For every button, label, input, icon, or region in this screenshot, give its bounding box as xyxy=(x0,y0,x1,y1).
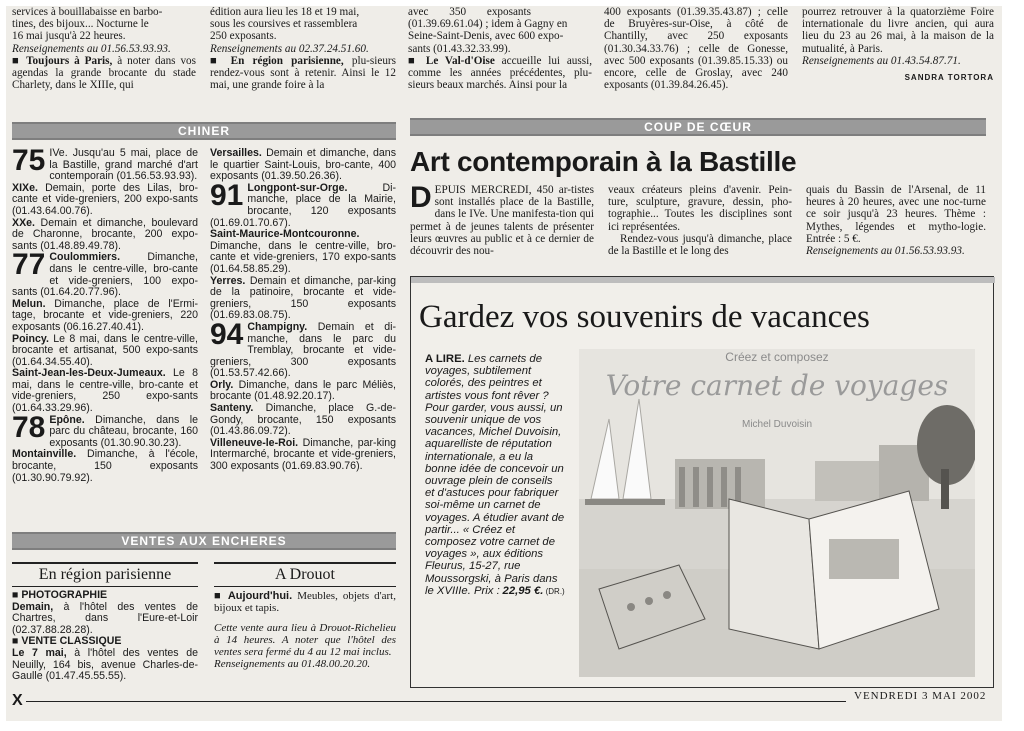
listing-entry xyxy=(12,449,198,484)
article-title: Art contemporain à la Bastille xyxy=(410,146,797,177)
article-col-3 xyxy=(806,184,986,257)
issue-date: VENDREDI 3 MAI 2002 xyxy=(854,690,987,702)
book-cover-illustration xyxy=(579,349,975,677)
divider xyxy=(12,586,198,587)
classique-text: à l'hôtel des ventes de Neuilly, 164 bis, avenue Charles-de-Gaulle (01.47.45.55.55). xyxy=(12,646,198,683)
listing-text: Dimanche, place de l'Ermi-tage, brocante et vide-greniers, 220 exposants (06.16.27.40.41). xyxy=(12,297,198,333)
top-col-2 xyxy=(210,6,396,91)
souvenirs-box xyxy=(410,276,994,688)
top-col3-line: (01.39.69.61.04) ; idem à Gagny en xyxy=(408,18,568,31)
encheres-right-body xyxy=(214,590,396,670)
toujours-title: Toujours à Paris, xyxy=(26,54,113,67)
listing-place: XXe. xyxy=(12,216,35,229)
top-col3-line: sants (01.43.32.33.99). xyxy=(408,42,511,55)
listing-text: Dimanche, dans le parc du château, brocante, 160 exposants (01.30.90.30.23). xyxy=(49,413,198,449)
aujourdhui-lead: Aujourd'hui. xyxy=(227,590,293,602)
top-col1-line: services à bouillabaisse en barbo- xyxy=(12,6,163,18)
photo-text: à l'hôtel des ventes de Chartres, dans l'Eure-et-Loir (02.37.88.28.28). xyxy=(12,600,198,636)
top-col2-line: 250 exposants. xyxy=(210,30,277,43)
toujours-text: à noter dans vos agendas la grande brocante du stade Charlety, dans le XIIIe, qui xyxy=(12,54,196,92)
top-col-5 xyxy=(802,6,994,84)
listing-text: Demain et dimanche, par-king de la patinoire, brocante et vide-greniers, 150 exposants (01.69.83.08.75). xyxy=(210,274,396,322)
valdoise-title: Le Val-d'Oise xyxy=(425,54,495,67)
author-signature: SANDRA TORTORA xyxy=(904,73,994,83)
top-col5-renseignements: Renseignements au 01.43.54.87.71. xyxy=(802,54,961,67)
chiner-right-column xyxy=(210,148,396,473)
book-author-text: Michel Duvoisin xyxy=(741,419,813,430)
listing-place: Villeneuve-le-Roi. xyxy=(210,436,299,449)
listing-text: Dimanche, dans le parc Méliès, brocante (01.48.92.20.17). xyxy=(210,378,396,403)
book-cover-image xyxy=(579,349,975,677)
article-col-2 xyxy=(608,184,792,257)
department-number: 75 xyxy=(12,144,46,177)
square-bullet-icon: ■ xyxy=(214,590,228,602)
listing-entry xyxy=(12,299,198,334)
article-col2-text: veaux créateurs pleins d'avenir. Pein-ture, sculpture, gravure, dessin, pho-tographie... Toutes les disciplines sont ici représentées. xyxy=(608,184,792,233)
department-number: 94 xyxy=(210,317,244,351)
listing-entry xyxy=(12,368,198,414)
region-title: En région parisienne, xyxy=(230,54,344,67)
top-col2-renseignements: Renseignements au 02.37.24.51.60. xyxy=(210,42,369,55)
price: 22,95 €. xyxy=(502,584,544,597)
article-col2b-text: Rendez-vous jusqu'à dimanche, place de la Bastille et le long des xyxy=(608,232,792,258)
top-col-4: 400 exposants (01.39.35.43.87) ; celle de Bruyères-sur-Oise, à côté de Chantilly, avec 250 exposants (01.30.34.33.76) ; celle de Gonesse, avec 500 exposants (01.39.85.15.33) ou encore, celle de Groslay, avec 240 exposants (01.39.84.26.45). xyxy=(604,6,788,92)
top-col2-line: édition aura lieu les 18 et 19 mai, xyxy=(210,6,360,18)
listing-entry xyxy=(210,403,396,438)
book-title-text: Votre carnet de voyages xyxy=(605,369,949,402)
box-top-bar xyxy=(411,277,995,283)
drouot-renseignements: Renseignements au 01.48.00.20.20. xyxy=(214,658,371,670)
top-col3-line: avec 350 exposants xyxy=(408,6,531,18)
listing-entry xyxy=(210,229,396,275)
listing-entry xyxy=(12,218,198,253)
region-text: plu-sieurs rendez-vous sont à retenir. Ainsi le 12 mai, une grande foire à la xyxy=(210,54,396,92)
listing-place: Poincy. xyxy=(12,332,49,345)
listing-place: Longpont-sur-Orge. xyxy=(247,181,348,194)
souvenirs-text-column xyxy=(425,353,565,598)
listing-place: Montainville. xyxy=(12,448,77,461)
department-number: 78 xyxy=(12,410,46,444)
listing-place: Santeny. xyxy=(210,402,254,415)
square-bullet-icon: ■ xyxy=(12,635,22,648)
square-bullet-icon: ■ xyxy=(210,54,231,67)
listing-place: XIXe. xyxy=(12,181,38,194)
drop-cap: D xyxy=(410,181,432,214)
book-top-text: Créez et composez xyxy=(725,350,829,364)
square-bullet-icon: ■ xyxy=(12,589,22,601)
department-number: 77 xyxy=(12,248,46,282)
article-col1-text: EPUIS MERCREDI, 450 ar-tistes sont installés place de la Bastille, dans le IVe. Une manifesta-tion qui permet à de jeunes talents de présenter leurs œuvres au public et à ce dernier de découvrir des nou- xyxy=(410,184,594,258)
listing-text: Demain et dimanche, dans le quartier Saint-Louis, bro-cante, 400 exposants (01.39.50.26.36). xyxy=(210,147,396,183)
listing-place: Saint-Maurice-Montcouronne. xyxy=(210,228,360,241)
article-col3-text: quais du Bassin de l'Arsenal, de 11 heures à 20 heures, avec une noc-turne ce soir jusqu'à 23 heures. Thème : Mythes, légendes et mytho-logie. Entrée : 5 €. xyxy=(806,184,986,245)
top-col1-line: 16 mai jusqu'à 22 heures. xyxy=(12,30,126,43)
top-col-1 xyxy=(12,6,196,91)
square-bullet-icon: ■ xyxy=(408,54,426,67)
listing-entry xyxy=(210,148,396,183)
a-lire-label: A LIRE. xyxy=(425,353,465,365)
top-col2-line: sous les coursives et rassemblera xyxy=(210,18,358,31)
listing-text: Le 8 mai, dans le centre-ville, bro-cante et vide-greniers, 250 expo-sants (01.64.33.29.96). xyxy=(12,367,198,415)
top-col5-text: pourrez retrouver à la quatorzième Foire internationale du livre ancien, qui aura lieu du 23 au 26 mai, à la maison de la mutualité, à Paris. xyxy=(802,6,994,55)
department-number: 91 xyxy=(210,178,244,212)
listing-entry xyxy=(210,380,396,403)
divider xyxy=(214,586,396,587)
section-band-chiner: CHINER xyxy=(12,122,396,140)
souvenirs-text: Les carnets de voyages, subtilement colorés, des peintres et artistes vous font rêver ? Pour garder, vous aussi, un souvenir unique de vos vacances, Michel Duvoisin, aquarelliste de réputation internationale, a eu la bonne idée de concevoir un ouvrage plein de conseils et d'astuces pour fabriquer soi-même un carnet de voyages. A étudier avant de partir... « Créez et composez votre carnet de voyages », aux éditions Fleurus, 15-27, rue Moussorgski, à Paris dans le XVIIIe. Prix : xyxy=(425,353,565,597)
listing-place: Epône. xyxy=(49,413,85,426)
square-bullet-icon: ■ xyxy=(12,54,27,67)
page-mark: X xyxy=(12,692,23,709)
aujourdhui-text: Meubles, objets d'art, bijoux et tapis. xyxy=(214,590,396,614)
article-col-1 xyxy=(410,181,594,258)
listing-text: Dimanche, par-king Intermarché, brocante et vide-greniers, 300 exposants (01.69.83.90.76). xyxy=(210,436,396,473)
listing-text: Dimanche, place G.-de-Gondy, brocante, 150 exposants (01.43.86.09.72). xyxy=(210,402,396,438)
classique-lead: Le 7 mai, xyxy=(12,646,67,659)
divider xyxy=(214,562,396,564)
listing-place: Yerres. xyxy=(210,274,246,287)
photo-lead: Demain, xyxy=(12,600,54,613)
divider xyxy=(12,562,198,564)
valdoise-text: accueille lui aussi, comme les années précédentes, plu-sieurs beaux marchés. Ainsi pour la xyxy=(408,54,592,92)
listing-text: Dimanche, dans le centre-ville, bro-cante et vide-greniers, 100 expo-sants (01.64.20.77.96). xyxy=(12,251,198,299)
section-band-coup-de-coeur: COUP DE CŒUR xyxy=(410,118,986,136)
listing-entry xyxy=(12,410,198,450)
listing-entry xyxy=(210,178,396,229)
listing-text: Di-manche, place de la Mairie, brocante, 120 exposants (01.69.01.70.67). xyxy=(210,181,396,229)
encheres-left-title: En région parisienne xyxy=(38,566,172,583)
listing-place: Orly. xyxy=(210,378,234,391)
listing-entry xyxy=(210,317,396,380)
footer-rule xyxy=(26,701,846,702)
listing-place: Champigny. xyxy=(247,320,308,333)
photo-title-text: PHOTOGRAPHIE xyxy=(21,589,108,601)
section-band-encheres: VENTES AUX ENCHERES xyxy=(12,532,396,550)
listing-entry xyxy=(12,144,198,183)
encheres-left-body xyxy=(12,590,198,683)
top-col1-line: tines, des bijoux... Nocturne le xyxy=(12,18,149,31)
top-col1-renseignements: Renseignements au 01.56.53.93.93. xyxy=(12,42,171,55)
article-renseignements: Renseignements au 01.56.53.93.93. xyxy=(806,245,965,258)
newspaper-page xyxy=(6,6,1002,721)
listing-entry xyxy=(210,276,396,322)
drouot-note: Cette vente aura lieu à Drouot-Richelieu à 14 heures. A noter que l'hôtel des ventes sera fermé du 4 au 12 mai inclus. xyxy=(214,622,396,658)
listing-text: Jusqu'au 5 mai, place de la Bastille, grand marché d'art contemporain (01.56.53.93.93). xyxy=(49,147,198,183)
listing-entry xyxy=(12,183,198,218)
encheres-right-title: A Drouot xyxy=(275,566,335,583)
top-col-3 xyxy=(408,6,592,91)
souvenirs-title: Gardez vos souvenirs de vacances xyxy=(419,299,870,335)
listing-entry xyxy=(12,248,198,299)
listing-place: Saint-Jean-les-Deux-Jumeaux. xyxy=(12,367,166,380)
chiner-left-column xyxy=(12,144,198,484)
arrondissement-label: IVe. xyxy=(49,147,68,159)
listing-text: Demain et dimanche, boulevard de Charonne, brocante, 200 expo-sants (01.48.89.49.78). xyxy=(12,216,198,252)
listing-text: Dimanche, dans le centre-ville, bro-cante et vide-greniers, 170 expo-sants (01.64.58.85.29). xyxy=(210,239,396,275)
listing-place: Melun. xyxy=(12,297,46,310)
classique-title-text: VENTE CLASSIQUE xyxy=(21,635,122,648)
listing-entry xyxy=(210,438,396,473)
listing-text: Demain, porte des Lilas, bro-cante et vide-greniers, 200 expo-sants (01.43.64.00.76). xyxy=(12,181,198,217)
listing-text: Demain et di-manche, dans le parc du Tremblay, brocante et vide-greniers, 300 exposants (01.53.57.42.66). xyxy=(210,320,396,380)
top-col3-line: Seine-Saint-Denis, avec 600 expo- xyxy=(408,30,564,43)
listing-place: Coulommiers. xyxy=(49,251,121,264)
photo-credit: (DR.) xyxy=(543,586,565,596)
listing-entry xyxy=(12,334,198,369)
listing-place: Versailles. xyxy=(210,147,262,159)
listing-text: Dimanche, à l'école, brocante, 150 exposants (01.30.90.79.92). xyxy=(12,448,198,484)
listing-text: Le 8 mai, dans le centre-ville, brocante et artisanat, 500 expo-sants (01.64.34.55.40). xyxy=(12,332,198,368)
